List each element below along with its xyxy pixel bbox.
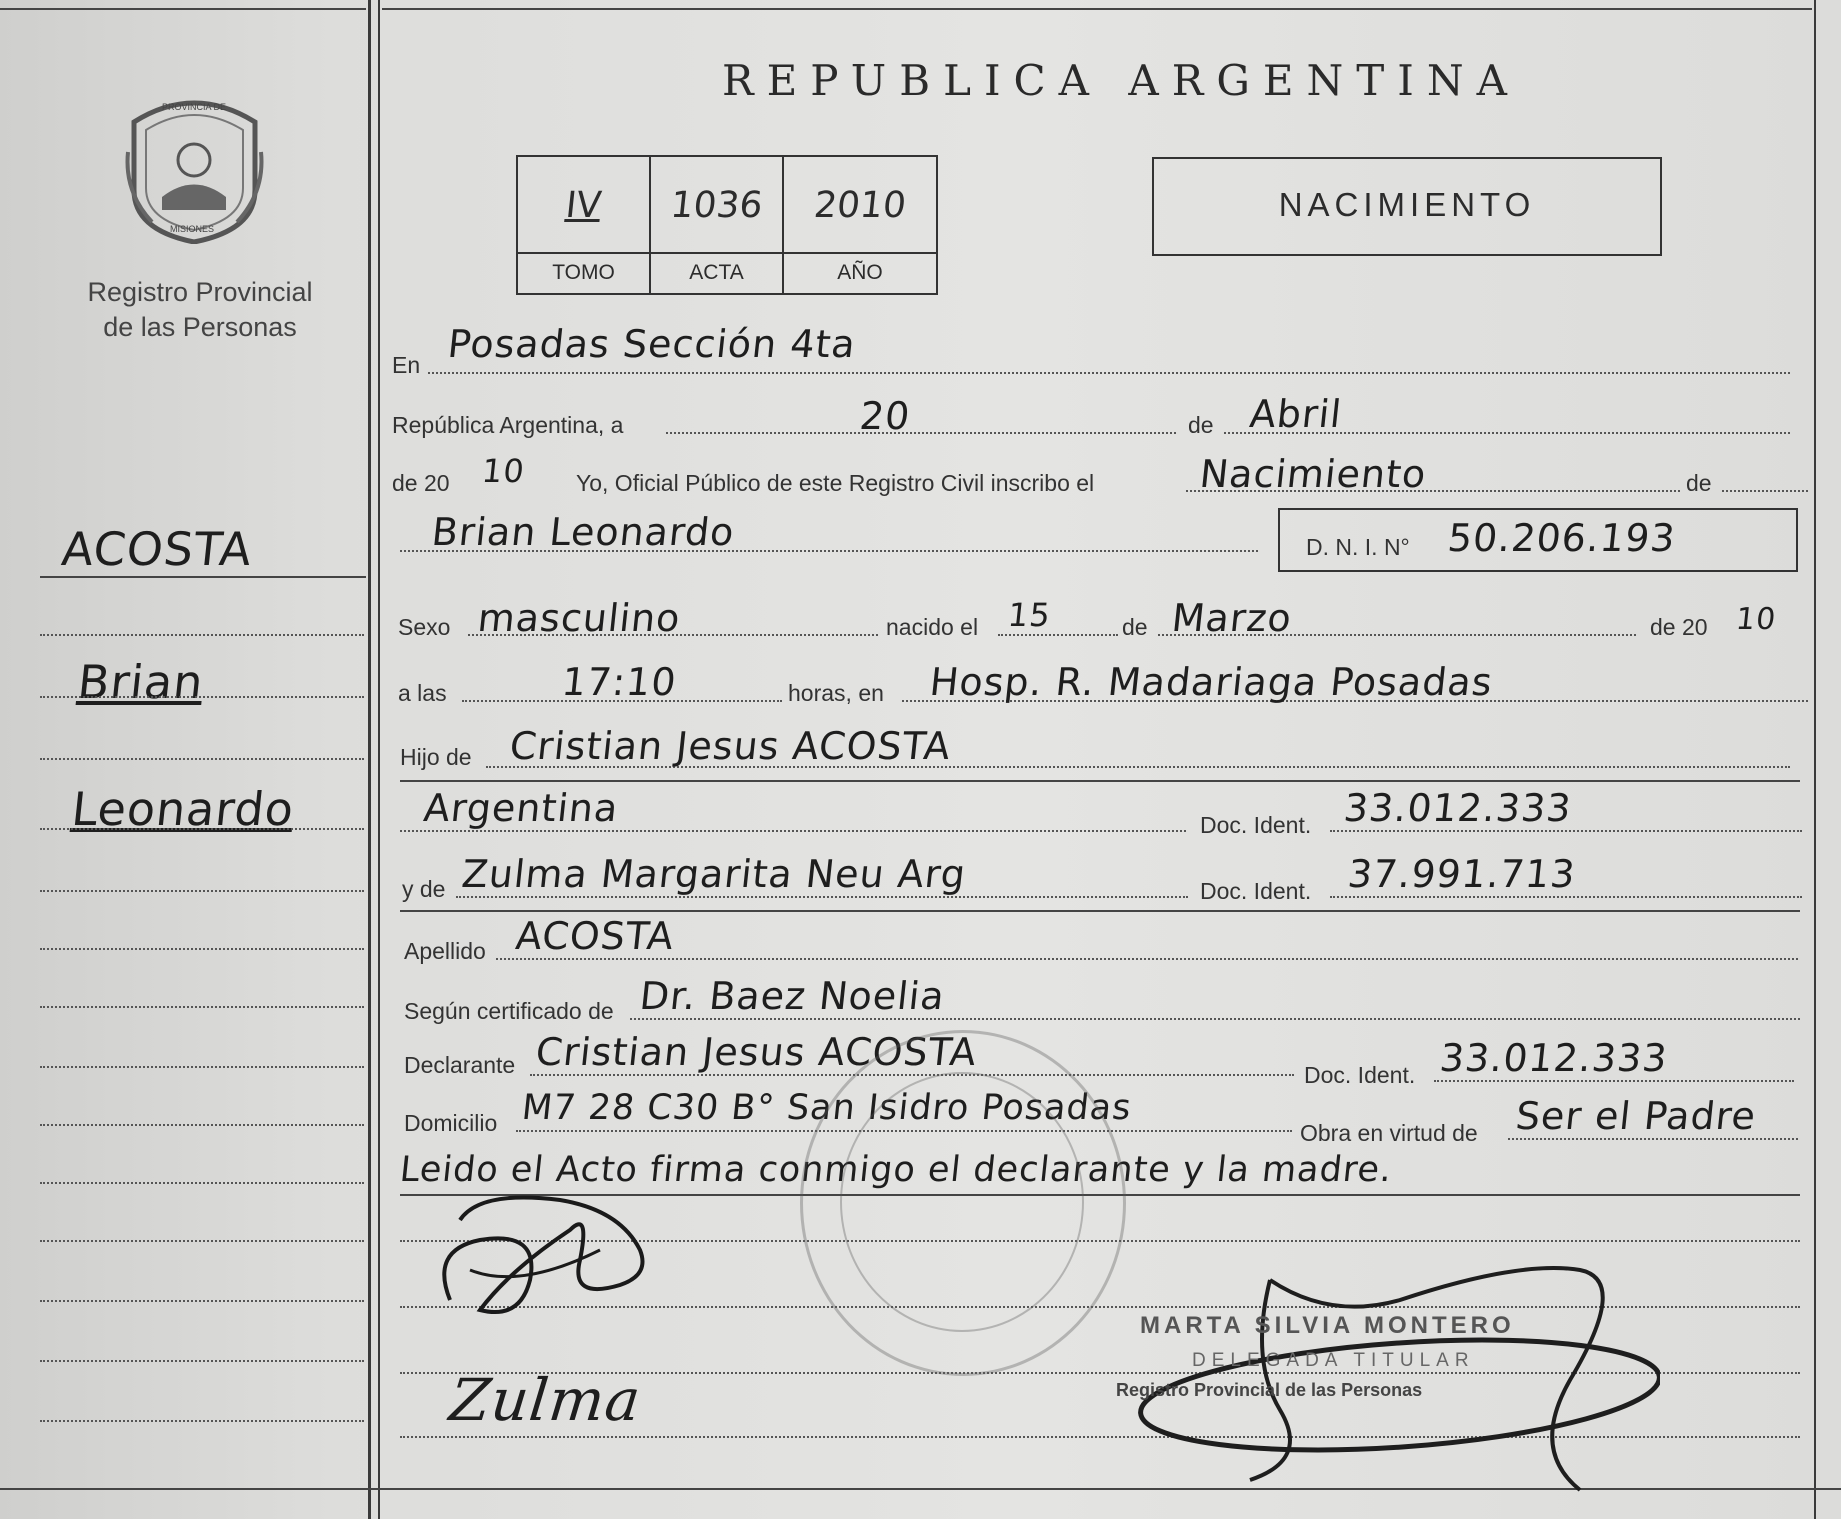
form-right-border [1814,0,1816,1519]
label-dni: D. N. I. N° [1306,534,1410,560]
acta-value: 1036 [668,185,765,226]
value-apellido: ACOSTA [513,914,677,958]
margin-surname-rule [40,576,366,578]
dotline-declarante-doc [1434,1080,1794,1082]
value-mes: Abril [1247,392,1345,436]
margin-dotline [40,1300,364,1302]
value-observacion: Leido el Acto firma conmigo el declarante y la madre. [397,1150,1395,1190]
official-name: MARTA SILVIA MONTERO [1140,1312,1515,1339]
margin-dotline [40,1420,364,1422]
label-en: En [392,352,421,378]
value-anio-suffix: 10 [480,452,527,490]
label-a-las: a las [398,680,447,706]
margin-dotline [40,1006,364,1008]
label-declarante: Declarante [404,1052,516,1078]
dotline-obra [1508,1138,1798,1140]
margin-dotline [40,758,364,760]
margin-dotline [40,1360,364,1362]
value-acto: Nacimiento [1197,452,1429,496]
value-domicilio: M7 28 C30 B° San Isidro Posadas [519,1088,1134,1128]
value-sexo: masculino [475,596,683,640]
dotline-nacionalidad [400,830,1186,832]
rule-padre [400,780,1800,782]
value-nombre: Brian Leonardo [429,510,737,554]
label-obra-en-virtud: Obra en virtud de [1300,1120,1478,1146]
margin-dotline [40,1182,364,1184]
official-title: DELEGADA TITULAR [1192,1350,1475,1371]
anio-cell [784,157,936,252]
registry-line-1: Registro Provincial [87,277,313,307]
label-de2010: de 20 [1650,614,1708,640]
seal-top-text: PROVINCIA DE [162,102,227,112]
dotline-acto-end [1722,490,1808,492]
label-domicilio: Domicilio [404,1110,498,1136]
margin-dotline [40,948,364,950]
label-de-acto: de [1686,470,1712,496]
tomo-cell [518,157,651,252]
label-republica: República Argentina, a [392,412,624,438]
seal-bottom-text: MISIONES [170,224,215,234]
dotline-dia [666,432,1176,434]
margin-name-1: Brian [75,655,207,709]
registry-line-2: de las Personas [103,312,297,342]
dni-box [1278,508,1798,572]
value-mes-nac: Marzo [1169,596,1295,640]
margin-name-2: Leonardo [69,782,297,836]
value-declarante: Cristian Jesus ACOSTA [533,1030,980,1074]
label-doc-ident-declarante: Doc. Ident. [1304,1062,1416,1088]
official-registry: Registro Provincial de las Personas [1116,1380,1423,1400]
acta-cell [651,157,784,252]
label-nacido: nacido el [886,614,979,640]
mother-signature: Zulma [446,1366,645,1434]
margin-dotline [40,1066,364,1068]
shield-icon [122,92,267,244]
label-doc-ident-madre: Doc. Ident. [1200,878,1312,904]
margin-surname: ACOSTA [59,522,256,576]
value-padre-doc: 33.012.333 [1341,786,1574,830]
label-apellido: Apellido [404,938,486,964]
label-horas-en: horas, en [788,680,884,706]
certificate-type-box: NACIMIENTO [1152,157,1662,256]
margin-dotline [40,828,364,830]
registry-caption [40,275,360,345]
dotline-dia-nac [998,634,1118,636]
margin-dotline [40,1240,364,1242]
top-left-rule [0,8,366,10]
margin-dotline [40,1124,364,1126]
dotline-certificado [630,1018,1800,1020]
label-de20: de 20 [392,470,450,496]
value-declarante-doc: 33.012.333 [1437,1036,1670,1080]
label-doc-ident-padre: Doc. Ident. [1200,812,1312,838]
label-de-mes: de [1188,412,1214,438]
anio-value: 2010 [812,185,908,226]
label-hijo-de: Hijo de [400,744,472,770]
dotline-nombre [400,550,1258,552]
value-madre-doc: 37.991.713 [1345,852,1578,896]
rule-madre [400,910,1800,912]
dotline-padre-doc [1330,830,1802,832]
value-dia-nac: 15 [1006,596,1053,634]
value-obra-en-virtud: Ser el Padre [1513,1094,1759,1138]
value-lugar-nac: Hosp. R. Madariaga Posadas [927,660,1495,704]
margin-dotline [40,696,364,698]
record-id-box [516,155,938,295]
provincial-seal [122,92,267,244]
label-segun-certificado: Según certificado de [404,998,614,1024]
value-madre: Zulma Margarita Neu Arg [459,852,969,896]
label-yo-oficial: Yo, Oficial Público de este Registro Civil inscribo el [576,470,1095,496]
dotline-apellido [496,958,1798,960]
form-left-border [378,0,380,1519]
value-padre: Cristian Jesus ACOSTA [507,724,954,768]
country-title: REPUBLICA ARGENTINA [722,56,1520,105]
anio-label: AÑO [784,252,936,293]
official-round-stamp-inner [840,1072,1084,1332]
tomo-label: TOMO [518,252,651,293]
value-hora: 17:10 [559,660,679,704]
value-padre-nacionalidad: Argentina [421,786,621,830]
dotline-madre-doc [1330,896,1802,898]
label-y-de: y de [402,876,446,902]
value-anio-nac-suffix: 10 [1734,602,1779,637]
declarant-signature-icon [420,1190,660,1340]
dotline-madre [456,896,1188,898]
value-certificado: Dr. Baez Noelia [637,974,948,1018]
left-column-border [368,0,371,1519]
value-dni: 50.206.193 [1445,516,1678,560]
top-form-rule [382,8,1812,10]
value-lugar: Posadas Sección 4ta [445,322,859,366]
label-de-mes-nac: de [1122,614,1148,640]
tomo-value: IV [563,185,604,226]
margin-dotline [40,634,364,636]
acta-label: ACTA [651,252,784,293]
value-dia: 20 [857,394,913,438]
margin-dotline [40,890,364,892]
label-sexo: Sexo [398,614,451,640]
dotline-lugar [428,372,1790,374]
